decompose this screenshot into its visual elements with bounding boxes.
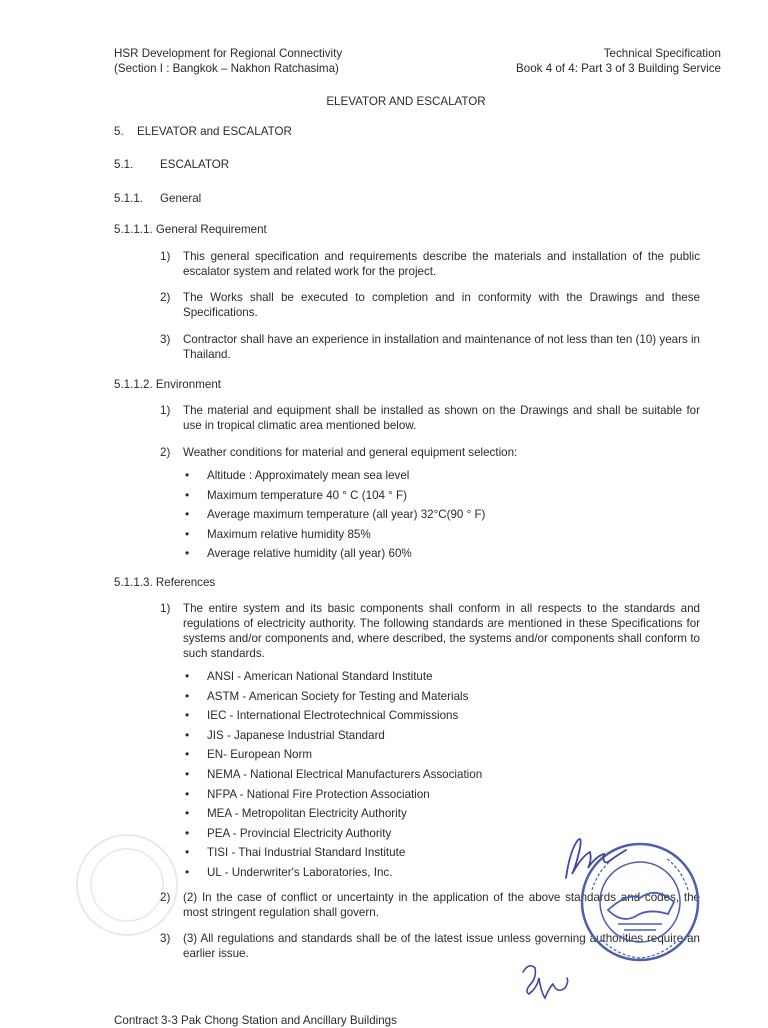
requirement-2-text: The Works shall be executed to completion and in conformity with the Drawings and these Specifications. <box>183 291 700 319</box>
section-5-number: 5. <box>114 125 124 138</box>
references-3-number: 3) <box>160 932 171 945</box>
section-5-1-number: 5.1. <box>114 158 134 171</box>
list-item: • TISI - Thai Industrial Standard Institute <box>183 843 482 863</box>
requirement-1-number: 1) <box>160 250 171 263</box>
list-item: • NEMA - National Electrical Manufacturers Association <box>183 765 482 785</box>
list-item: • IEC - International Electrotechnical Commissions <box>183 706 482 726</box>
references-1-text: The entire system and its basic components shall conform in all respects to the standards and regulations of electricity authority. The following standards are mentioned in these Specifications for systems and/or components and, where described, the systems and/or components shall conform to such standards. <box>183 602 700 660</box>
environment-1-text: The material and equipment shall be installed as shown on the Drawings and shall be suitable for use in tropical climatic area mentioned below. <box>183 404 700 432</box>
standards-list <box>183 667 482 883</box>
references-1-number: 1) <box>160 602 171 615</box>
list-item: • ANSI - American National Standard Institute <box>183 667 482 687</box>
list-item: • ASTM - American Society for Testing and Materials <box>183 687 482 707</box>
list-item: • Average maximum temperature (all year) 32°C(90 ° F) <box>183 505 485 525</box>
section-5-1-1-3-heading: 5.1.1.3. References <box>114 576 216 589</box>
section-5-1-title: ESCALATOR <box>160 158 230 171</box>
section-5-1-1-title: General <box>160 192 202 205</box>
weather-conditions-list <box>183 466 485 564</box>
list-item: • Altitude : Approximately mean sea level <box>183 466 485 486</box>
list-item: • Maximum temperature 40 ° C (104 ° F) <box>183 486 485 506</box>
section-5-title: ELEVATOR and ESCALATOR <box>137 125 292 138</box>
list-item: • Maximum relative humidity 85% <box>183 525 485 545</box>
requirement-3-number: 3) <box>160 333 171 346</box>
requirement-2-number: 2) <box>160 291 171 304</box>
header-project-line2: (Section I : Bangkok – Nakhon Ratchasima) <box>114 62 339 75</box>
document-title: ELEVATOR AND ESCALATOR <box>326 95 486 108</box>
list-item: • Average relative humidity (all year) 60% <box>183 544 485 564</box>
header-project <box>114 46 342 76</box>
requirement-3-text: Contractor shall have an experience in installation and maintenance of not less than ten (10) years in Thailand. <box>183 333 700 361</box>
list-item: • EN- European Norm <box>183 745 482 765</box>
faint-stamp-image <box>72 830 182 940</box>
section-5-1-1-number: 5.1.1. <box>114 192 144 205</box>
environment-2-text: Weather conditions for material and general equipment selection: <box>183 446 518 459</box>
header-project-line1: HSR Development for Regional Connectivity <box>114 47 343 60</box>
references-2-number: 2) <box>160 891 171 904</box>
list-item: • UL - Underwriter's Laboratories, Inc. <box>183 863 482 883</box>
header-spec-line1: Technical Specification <box>603 47 721 60</box>
references-2-text: (2) In the case of conflict or uncertainty in the application of the above standards and codes, the most stringent regulation shall govern. <box>183 891 700 919</box>
list-item: • PEA - Provincial Electricity Authority <box>183 824 482 844</box>
signature-2-image <box>515 958 575 1006</box>
environment-2-number: 2) <box>160 446 171 459</box>
page-footer: Contract 3-3 Pak Chong Station and Ancillary Buildings <box>114 1014 397 1027</box>
requirement-1-text: This general specification and requirements describe the materials and installation of the public escalator system and related work for the project. <box>183 250 700 278</box>
header-spec <box>516 46 721 76</box>
section-5-1-1-1-heading: 5.1.1.1. General Requirement <box>114 223 267 236</box>
list-item: • NFPA - National Fire Protection Association <box>183 785 482 805</box>
signature-1-image <box>556 830 636 885</box>
list-item: • JIS - Japanese Industrial Standard <box>183 726 482 746</box>
page-header <box>114 46 721 76</box>
environment-1-number: 1) <box>160 404 171 417</box>
header-spec-line2: Book 4 of 4: Part 3 of 3 Building Service <box>516 62 721 75</box>
list-item: • MEA - Metropolitan Electricity Authority <box>183 804 482 824</box>
references-3-text: (3) All regulations and standards shall be of the latest issue unless governing authorities require an earlier issue. <box>183 932 700 960</box>
section-5-1-1-2-heading: 5.1.1.2. Environment <box>114 378 221 391</box>
